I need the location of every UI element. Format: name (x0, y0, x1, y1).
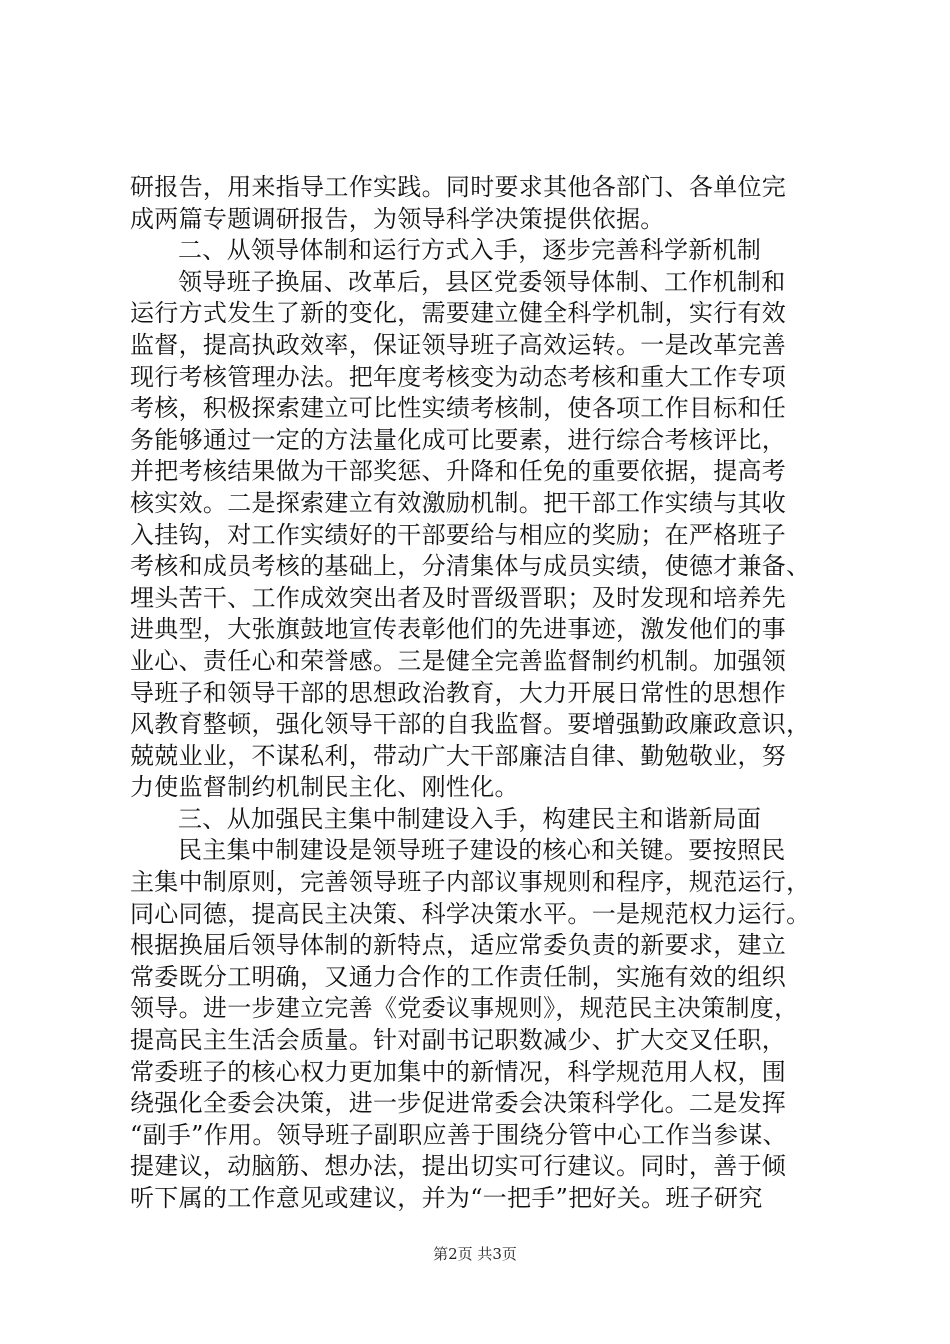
text-line: 风教育整顿，强化领导干部的自我监督。要增强勤政廉政意识， (130, 710, 811, 739)
text-line: 业心、责任心和荣誉感。三是健全完善监督制约机制。加强领 (130, 646, 787, 675)
text-line: “副手”作用。领导班子副职应善于围绕分管中心工作当参谋、 (130, 1120, 787, 1149)
text-line: 常委既分工明确，又通力合作的工作责任制，实施有效的组织 (130, 962, 787, 991)
text-line: 核实效。二是探索建立有效激励机制。把干部工作实绩与其收 (130, 488, 787, 517)
text-line: 听下属的工作意见或建议，并为“一把手”把好关。班子研究 (130, 1184, 763, 1212)
text-line: 主集中制原则，完善领导班子内部议事规则和程序，规范运行， (130, 868, 811, 897)
text-line: 监督，提高执政效率，保证领导班子高效运转。一是改革完善 (130, 330, 787, 359)
text-line: 领导。进一步建立完善《党委议事规则》，规范民主决策制度， (130, 994, 799, 1023)
text-line: 务能够通过一定的方法量化成可比要素，进行综合考核评比， (130, 425, 787, 454)
text-line: 根据换届后领导体制的新特点，适应常委负责的新要求，建立 (130, 931, 787, 960)
text-line: 常委班子的核心权力更加集中的新情况，科学规范用人权，围 (130, 1057, 787, 1086)
page-number-footer: 第2页 共3页 (433, 1245, 517, 1263)
text-line: 进典型，大张旗鼓地宣传表彰他们的先进事迹，激发他们的事 (130, 615, 787, 644)
text-line: 现行考核管理办法。把年度考核变为动态考核和重大工作专项 (130, 362, 787, 391)
text-line: 考核和成员考核的基础上，分清集体与成员实绩，使德才兼备、 (130, 552, 811, 581)
text-line: 运行方式发生了新的变化，需要建立健全科学机制，实行有效 (130, 299, 787, 328)
body-text (130, 172, 830, 1215)
text-line: 提建议，动脑筋、想办法，提出切实可行建议。同时，善于倾 (130, 1152, 787, 1181)
text-line: 力使监督制约机制民主化、刚性化。 (130, 773, 519, 802)
text-line: 同心同德，提高民主决策、科学决策水平。一是规范权力运行。 (130, 899, 811, 928)
text-line: 兢兢业业，不谋私利，带动广大干部廉洁自律、勤勉敬业，努 (130, 741, 787, 770)
text-line: 提高民主生活会质量。针对副书记职数减少、扩大交叉任职， (130, 1026, 787, 1055)
text-line: 并把考核结果做为干部奖惩、升降和任免的重要依据，提高考 (130, 457, 787, 486)
paragraph-start: 领导班子换届、改革后，县区党委领导体制、工作机制和 (178, 267, 786, 296)
text-line: 考核，积极探索建立可比性实绩考核制，使各项工作目标和任 (130, 394, 787, 423)
section-heading-3: 三、从加强民主集中制建设入手，构建民主和谐新局面 (178, 804, 762, 833)
paragraph-start: 民主集中制建设是领导班子建设的核心和关键。要按照民 (178, 836, 786, 865)
section-heading-2: 二、从领导体制和运行方式入手，逐步完善科学新机制 (178, 236, 762, 265)
text-line: 入挂钩，对工作实绩好的干部要给与相应的奖励；在严格班子 (130, 520, 787, 549)
text-line: 绕强化全委会决策，进一步促进常委会决策科学化。二是发挥 (130, 1089, 787, 1118)
text-line: 研报告，用来指导工作实践。同时要求其他各部门、各单位完 (130, 173, 787, 201)
text-line: 导班子和领导干部的思想政治教育，大力开展日常性的思想作 (130, 678, 787, 707)
text-line: 成两篇专题调研报告，为领导科学决策提供依据。 (130, 204, 665, 233)
text-line: 埋头苦干、工作成效突出者及时晋级晋职；及时发现和培养先 (130, 583, 787, 612)
